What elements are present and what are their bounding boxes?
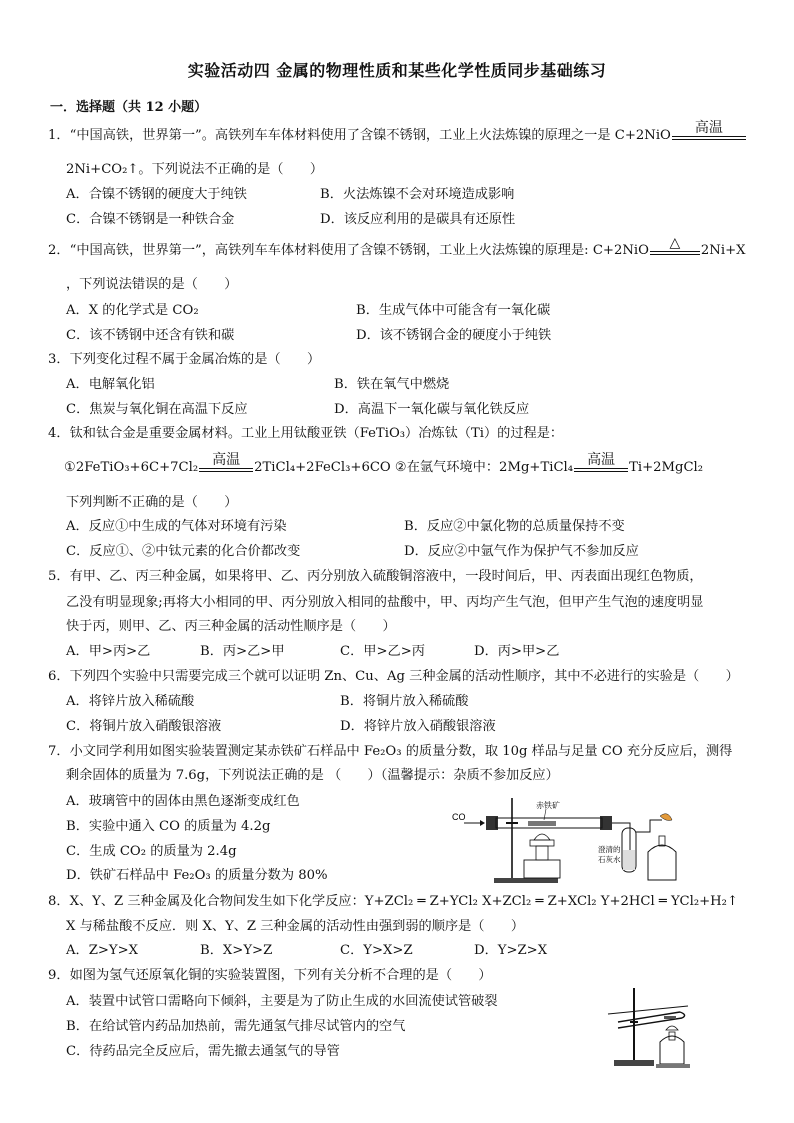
co-reduction-apparatus-figure: [450, 792, 690, 887]
stand-base: [494, 878, 558, 883]
alcohol-lamp: [648, 845, 676, 880]
test-tube-lower: [618, 1018, 682, 1028]
option-b: B．在给试管内药品加热前，需先通氢气排尽试管内的空气: [66, 1019, 406, 1034]
question-stem: 4．钛和钛合金是重要金属材料。工业上用钛酸亚铁（FeTiO₃）冶炼钛（Ti）的过程是：: [48, 426, 564, 441]
stand-base: [614, 1060, 654, 1066]
option-c: C．焦炭与氧化铜在高温下反应: [66, 402, 248, 417]
option-a: A．X 的化学式是 CO₂: [66, 303, 199, 318]
option-b: B．铁在氧气中燃烧: [334, 377, 450, 392]
question-stem: 9．如图为氢气还原氧化铜的实验装置图，下列有关分析不合理的是（ ）: [48, 968, 492, 983]
option-a: A．将锌片放入稀硫酸: [66, 694, 195, 709]
co-label: CO: [452, 812, 466, 822]
option-b: B．反应②中氯化物的总质量保持不变: [404, 519, 625, 534]
question-stem: 6．下列四个实验中只需要完成三个就可以证明 Zn、Cu、Ag 三种金属的活动性顺序，其中不必进行的实验是（ ）: [48, 669, 739, 684]
section-heading: 一．选择题（共 12 小题）: [50, 100, 208, 115]
option-c: C．待药品完全反应后，需先撤去通氢气的导管: [66, 1044, 340, 1059]
question-stem-cont: 剩余固体的质量为 7.6g，下列说法正确的是 （ ）（温馨提示：杂质不参加反应）: [66, 768, 559, 783]
hydrogen-reduction-apparatus-figure: [604, 984, 704, 1070]
limewater-label-2: 石灰水: [598, 855, 621, 864]
option-d: D．丙>甲>乙: [474, 644, 560, 659]
option-d: D．该反应利用的是碳具有还原性: [320, 212, 516, 227]
option-d: D．铁矿石样品中 Fe₂O₃ 的质量分数为 80%: [66, 868, 328, 883]
option-c: C．该不锈钢中还含有铁和碳: [66, 328, 235, 343]
option-d: D．Y>Z>X: [474, 943, 548, 958]
reaction-condition: △: [650, 249, 700, 260]
equations: ①2FeTiO₃+6C+7Cl₂ 高温 2TiCl₄+2FeCl₃+6CO ②在氩气环境中：2Mg+TiCl₄ 高温 Ti+2MgCl₂: [64, 452, 704, 475]
option-c: C．Y>X>Z: [340, 943, 413, 958]
option-c: C．反应①、②中钛元素的化合价都改变: [66, 544, 301, 559]
limewater-label-1: 澄清的: [598, 845, 621, 854]
option-c: C．生成 CO₂ 的质量为 2.4g: [66, 844, 237, 859]
option-d: D．高温下一氧化碳与氧化铁反应: [334, 402, 530, 417]
copper-oxide: [664, 1016, 676, 1019]
reaction-condition: 高温: [199, 466, 253, 477]
page-title: 实验活动四 金属的物理性质和某些化学性质同步基础练习: [187, 61, 607, 80]
option-a: A．合镍不锈钢的硬度大于纯铁: [66, 187, 247, 202]
option-d: D．反应②中氩气作为保护气不参加反应: [404, 544, 639, 559]
question-stem: 2．“中国高铁，世界第一”，高铁列车车体材料使用了含镍不锈钢，工业上火法炼镍的原理是: C+2NiO △ 2Ni+X: [48, 235, 746, 258]
option-b: B．丙>乙>甲: [200, 644, 285, 659]
option-a: A．Z>Y>X: [66, 943, 139, 958]
question-stem: 3．下列变化过程不属于金属冶炼的是（ ）: [48, 352, 321, 367]
question-stem: 8．X、Y、Z 三种金属及化合物间发生如下化学反应：Y+ZCl₂ ═ Z+YCl₂ X+ZCl₂ ═ Z+XCl₂ Y+2HCl ═ YCl₂+H₂↑: [48, 894, 738, 909]
option-b: B．X>Y>Z: [200, 943, 273, 958]
question-stem: 5．有甲、乙、丙三种金属，如果将甲、乙、丙分别放入硫酸铜溶液中，一段时间后，甲、丙表面出现红色物质，: [48, 569, 703, 584]
option-a: A．电解氧化铝: [66, 377, 155, 392]
reaction-condition: 高温: [574, 466, 628, 477]
question-stem-cont: ，下列说法错误的是（ ）: [66, 277, 238, 292]
option-c: C．将铜片放入硝酸银溶液: [66, 719, 222, 734]
reaction-condition: 高温: [672, 134, 746, 145]
question-stem-cont: X 与稀盐酸不反应．则 X、Y、Z 三种金属的活动性由强到弱的顺序是（ ）: [66, 919, 525, 934]
option-a: A．甲>丙>乙: [66, 644, 151, 659]
option-d: D．将锌片放入硝酸银溶液: [340, 719, 496, 734]
flame: [666, 1026, 678, 1030]
option-a: A．装置中试管口需略向下倾斜，主要是为了防止生成的水回流使试管破裂: [66, 994, 498, 1009]
question-stem: 1．“中国高铁，世界第一”。高铁列车车体材料使用了含镍不锈钢，工业上火法炼镍的原理之一是 C+2NiO 高温: [48, 127, 747, 145]
option-b: B．火法炼镍不会对环境造成影响: [320, 187, 515, 202]
question-stem-cont: 乙没有明显现象;再将大小相同的甲、丙分别放入相同的盐酸中，甲、丙均产生气泡，但甲产生气泡的速度明显: [66, 595, 704, 610]
option-b: B．生成气体中可能含有一氧化碳: [356, 303, 551, 318]
burner: [524, 860, 560, 878]
option-b: B．实验中通入 CO 的质量为 4.2g: [66, 819, 271, 834]
option-d: D．该不锈钢合金的硬度小于纯铁: [356, 328, 552, 343]
lamp-pad: [656, 1064, 690, 1068]
question-stem-cont: 下列判断不正确的是（ ）: [66, 495, 238, 510]
option-b: B．将铜片放入稀硫酸: [340, 694, 469, 709]
option-a: A．玻璃管中的固体由黑色逐渐变成红色: [66, 794, 300, 809]
question-stem-cont: 2Ni+CO₂↑。下列说法不正确的是（ ）: [66, 162, 324, 177]
question-stem-cont: 快于丙，则甲、乙、丙三种金属的活动性顺序是（ ）: [66, 619, 396, 634]
ore-label: 赤铁矿: [536, 801, 560, 810]
question-stem: 7．小文同学利用如图实验装置测定某赤铁矿石样品中 Fe₂O₃ 的质量分数，取 10g 样品与足量 CO 充分反应后，测得: [48, 744, 733, 759]
option-a: A．反应①中生成的气体对环境有污染: [66, 519, 287, 534]
option-c: C．合镍不锈钢是一种铁合金: [66, 212, 235, 227]
limewater: [623, 850, 635, 870]
option-c: C．甲>乙>丙: [340, 644, 425, 659]
tail-gas-flame: [660, 814, 672, 821]
ore-sample: [528, 821, 556, 826]
flame: [534, 834, 550, 840]
